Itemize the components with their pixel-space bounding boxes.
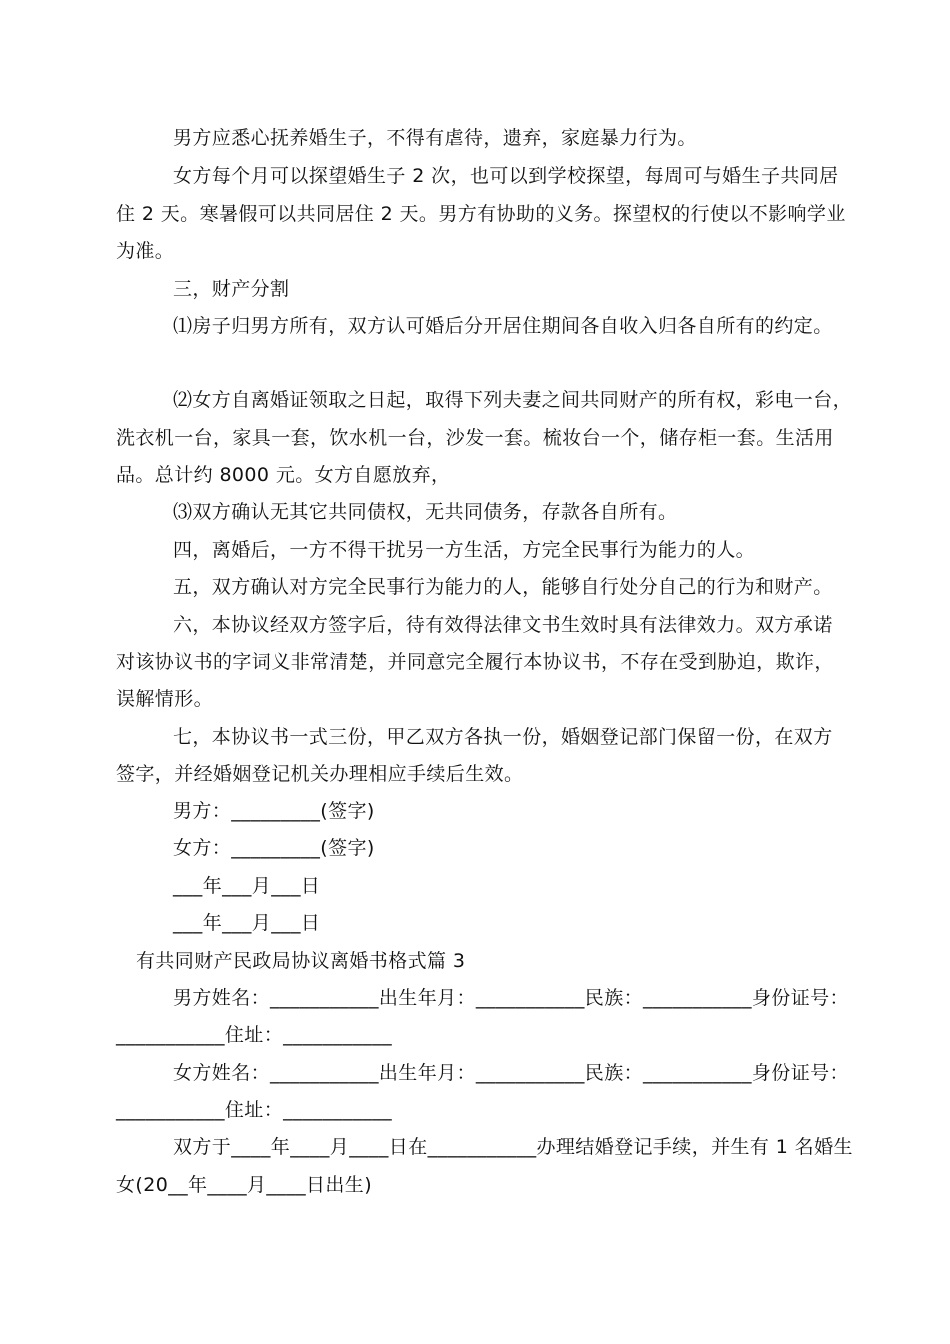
form-marriage-info-line: 双方于____年____月____日在___________办理结婚登记手续，并生有 1 名婚生 — [173, 1136, 853, 1158]
date-line: ___年___月___日 — [173, 875, 321, 897]
sign-male: 男方：_________(签字) — [173, 800, 375, 822]
heading-property-division: 三，财产分割 — [173, 278, 290, 300]
para-clause-7-line: 七，本协议书一式三份，甲乙双方各执一份，婚姻登记部门保留一份，在双方 — [173, 726, 833, 748]
para-clause-5-line: 五，双方确认对方完全民事行为能力的人，能够自行处分自己的行为和财产。 — [173, 576, 833, 598]
sign-female: 女方：_________(签字) — [173, 837, 375, 859]
para-visitation-line: 女方每个月可以探望婚生子 2 次，也可以到学校探望，每周可与婚生子共同居 — [173, 165, 839, 187]
date-line: ___年___月___日 — [173, 912, 321, 934]
para-child-support-line: 男方应悉心抚养婚生子，不得有虐待，遗弃，家庭暴力行为。 — [173, 127, 697, 149]
para-property-2-line: 洗衣机一台，家具一套，饮水机一台，沙发一套。梳妆台一个，储存柜一套。生活用 — [116, 427, 834, 449]
para-clause-4-line: 四，离婚后，一方不得干扰另一方生活，方完全民事行为能力的人。 — [173, 539, 756, 561]
para-visitation-line: 住 2 天。寒暑假可以共同居住 2 天。男方有协助的义务。探望权的行使以不影响学业 — [116, 203, 846, 225]
form-male-info-line: 男方姓名：___________出生年月：___________民族：___________身份证号： — [173, 987, 849, 1009]
para-clause-7-line: 签字，并经婚姻登记机关办理相应手续后生效。 — [116, 763, 524, 785]
form-female-info-line: 女方姓名：___________出生年月：___________民族：___________身份证号： — [173, 1062, 849, 1084]
para-property-2-line: ⑵女方自离婚证领取之日起，取得下列夫妻之间共同财产的所有权，彩电一台， — [173, 389, 853, 411]
para-clause-6-line: 对该协议书的字词义非常清楚，并同意完全履行本协议书，不存在受到胁迫，欺诈， — [116, 651, 834, 673]
form-female-info-line: ___________住址：___________ — [116, 1099, 393, 1121]
form-male-info-line: ___________住址：___________ — [116, 1024, 393, 1046]
para-property-2-line: 品。总计约 8000 元。女方自愿放弃， — [116, 464, 451, 486]
section-title-3: 有共同财产民政局协议离婚书格式篇 3 — [136, 950, 466, 972]
para-clause-6-line: 误解情形。 — [116, 688, 214, 710]
para-visitation-line: 为准。 — [116, 240, 175, 262]
para-clause-6-line: 六，本协议经双方签字后，待有效得法律文书生效时具有法律效力。双方承诺 — [173, 614, 833, 636]
para-property-1-line: ⑴房子归男方所有，双方认可婚后分开居住期间各自收入归各自所有的约定。 — [173, 315, 833, 337]
para-property-3-line: ⑶双方确认无其它共同债权，无共同债务，存款各自所有。 — [173, 501, 678, 523]
form-marriage-info-line: 女(20__年____月____日出生) — [116, 1174, 373, 1196]
